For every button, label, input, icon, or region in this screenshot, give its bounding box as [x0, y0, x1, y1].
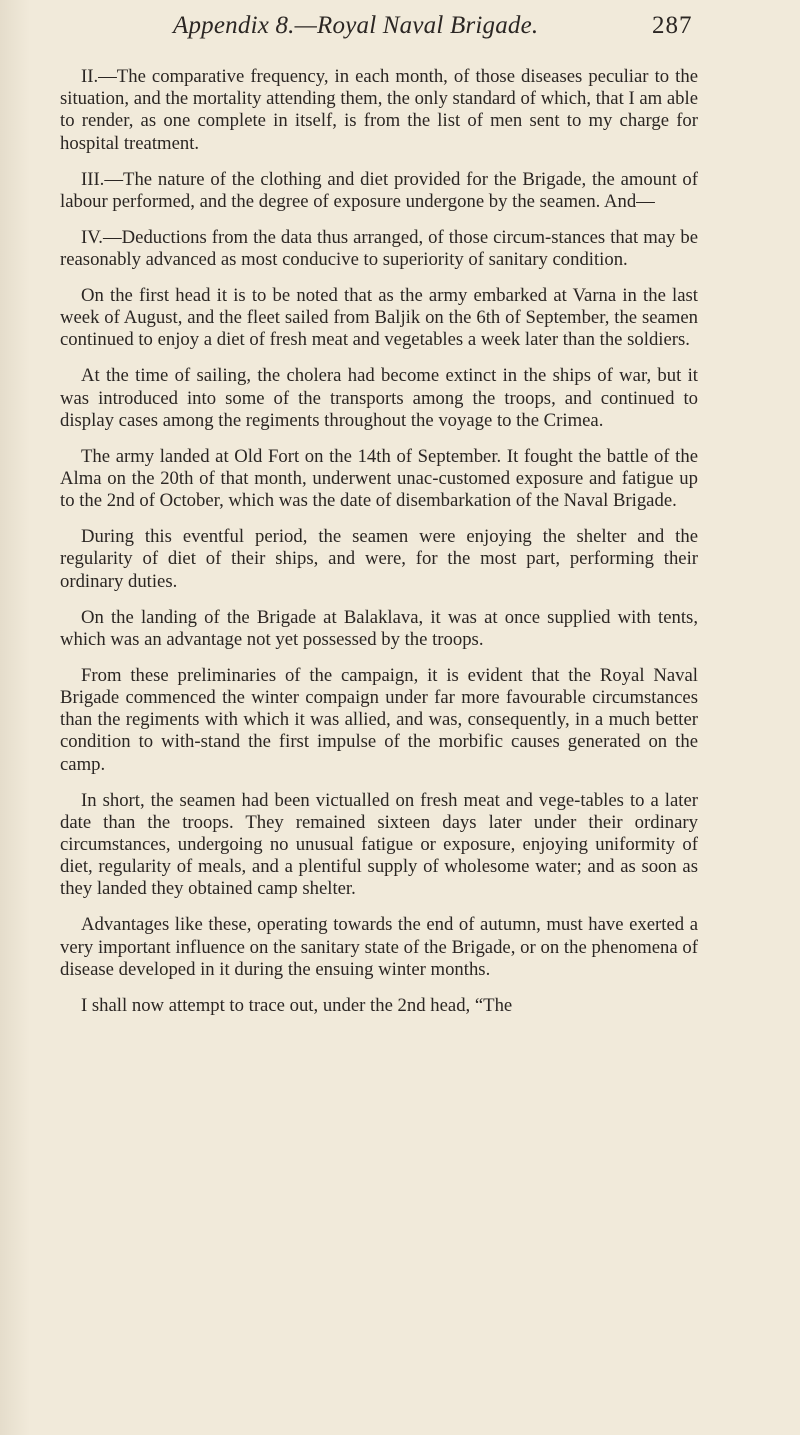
- page-number: 287: [652, 12, 693, 39]
- paragraph-head-iii: III.—The nature of the clothing and diet provided for the Brigade, the amount of labour performed, and the degree of exposure undergone by the seamen. And—: [60, 168, 698, 212]
- paragraph-balaklava: On the landing of the Brigade at Balaklava, it was at once supplied with tents, which was an advantage not yet possessed by the troops.: [60, 606, 698, 650]
- paragraph-advantages: Advantages like these, operating towards the end of autumn, must have exerted a very important influence on the sanitary state of the Brigade, or on the phenomena of disease developed in it during the ensuing winter months.: [60, 914, 698, 980]
- paragraph-in-short: In short, the seamen had been victualled on fresh meat and vege-tables to a later date than the troops. They remained sixteen days later under their ordinary circumstances, undergoing no unusual fatigue or exposure, enjoying uniformity of diet, regularity of meals, and a plentiful supply of wholesome water; and as soon as they landed they obtained camp shelter.: [60, 789, 698, 900]
- paragraph-army-landing: The army landed at Old Fort on the 14th of September. It fought the battle of the Alma on the 20th of that month, underwent unac-customed exposure and fatigue up to the 2nd of October, which was the date of disembarkation of the Naval Brigade.: [60, 445, 698, 512]
- paragraph-preliminaries: From these preliminaries of the campaign, it is evident that the Royal Naval Brigade commenced the winter compaign under far more favourable circumstances than the regiments with which it was allied, and was, consequently, in a much better condition to with-stand the first impulse of the morbific causes generated on the camp.: [60, 664, 698, 775]
- paragraph-cholera: At the time of sailing, the cholera had become extinct in the ships of war, but it was introduced into some of the transports among the troops, and continued to display cases among the regiments throughout the voyage to the Crimea.: [60, 365, 698, 431]
- running-header: [0, 12, 800, 52]
- paragraph-second-head: I shall now attempt to trace out, under the 2nd head, “The: [81, 994, 513, 1016]
- paragraph-first-head: On the first head it is to be noted that as the army embarked at Varna in the last week of August, and the fleet sailed from Baljik on the 6th of September, the seamen continued to enjoy a diet of fresh meat and vegetables a week later than the soldiers.: [60, 285, 698, 351]
- paragraph-eventful-period: During this eventful period, the seamen were enjoying the shelter and the regularity of diet of their ships, and were, for the most part, performing their ordinary duties.: [60, 526, 698, 592]
- body-text: [60, 66, 698, 1031]
- running-title: Appendix 8.—Royal Naval Brigade.: [173, 12, 539, 39]
- paragraph-head-iv: IV.—Deductions from the data thus arranged, of those circum-stances that may be reasonably advanced as most conducive to superiority of sanitary condition.: [60, 226, 698, 271]
- paragraph-head-ii: II.—The comparative frequency, in each month, of those diseases peculiar to the situation, and the mortality attending them, the only standard of which, that I am able to render, as one complete in itself, is from the list of men sent to my charge for hospital treatment.: [60, 66, 698, 154]
